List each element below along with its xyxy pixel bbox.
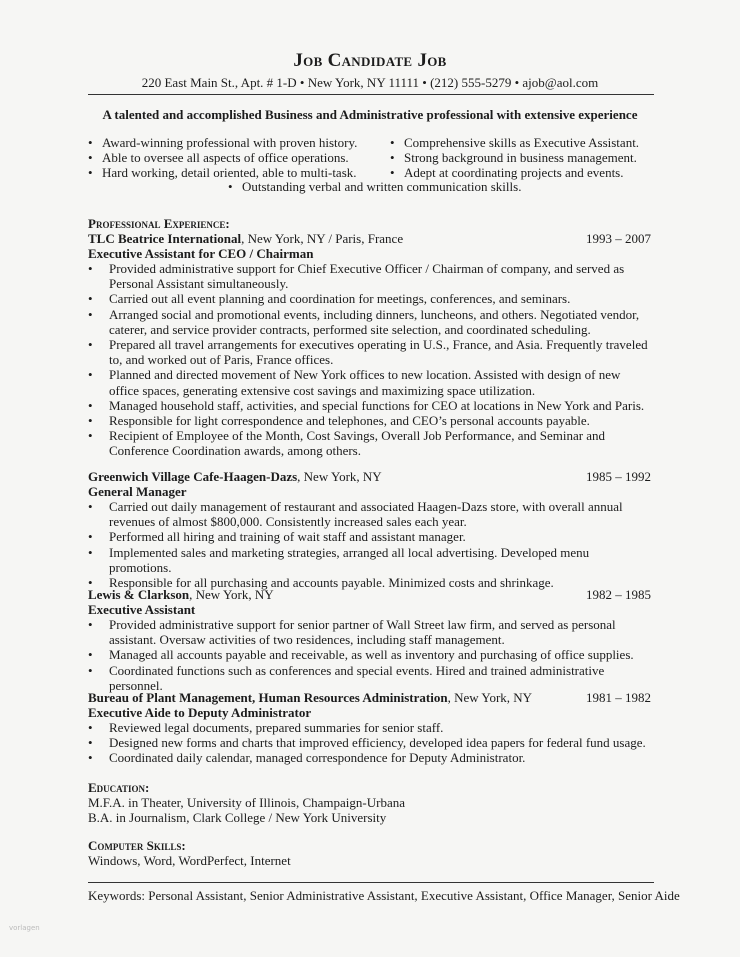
duty-item: • Coordinated functions such as conferences and special events. Hired and trained administrative personnel.: [88, 663, 653, 693]
highlight-item: • Outstanding verbal and written communication skills.: [228, 179, 522, 194]
job-years: 1993 – 2007: [586, 231, 651, 246]
education-heading: Education:: [88, 780, 150, 795]
job-duties: [88, 499, 653, 590]
duty-item: • Implemented sales and marketing strategies, arranged all local advertising. Developed menu promotions.: [88, 545, 653, 575]
duty-item: • Designed new forms and charts that improved efficiency, developed idea papers for federal fund usage.: [88, 735, 653, 750]
duty-item: • Coordinated daily calendar, managed correspondence for Deputy Administrator.: [88, 750, 653, 765]
duty-item: • Responsible for all purchasing and accounts payable. Minimized costs and shrinkage.: [88, 575, 653, 590]
education-line: B.A. in Journalism, Clark College / New York University: [88, 810, 387, 825]
duty-item: • Recipient of Employee of the Month, Cost Savings, Overall Job Performance, and Seminar and Conference Coordination awards, among others.: [88, 428, 653, 458]
skills-heading: Computer Skills:: [88, 838, 186, 853]
duty-item: • Managed all accounts payable and receivable, as well as inventory and purchasing of office supplies.: [88, 647, 653, 662]
candidate-name: Job Candidate Job: [293, 50, 447, 71]
duty-item: • Provided administrative support for senior partner of Wall Street law firm, and served as personal assistant. Oversaw activities of two residences, including staff management.: [88, 617, 653, 647]
duty-item: • Carried out all event planning and coordination for meetings, conferences, and seminars.: [88, 291, 653, 306]
duty-item: • Planned and directed movement of New York offices to new location. Assisted with design of new office spaces, generating extensive cost savings and maximizing space utilization.: [88, 367, 653, 397]
education-line: M.F.A. in Theater, University of Illinois, Champaign-Urbana: [88, 795, 406, 810]
highlight-item: • Adept at coordinating projects and events.: [390, 165, 624, 180]
job-years: 1985 – 1992: [586, 469, 651, 484]
job-title: Executive Assistant: [88, 602, 196, 617]
skills-text: Windows, Word, WordPerfect, Internet: [88, 853, 291, 868]
job-title: Executive Aide to Deputy Administrator: [88, 705, 312, 720]
watermark: vorlagen: [9, 924, 40, 932]
employer-line: Greenwich Village Cafe-Haagen-Dazs, New York, NY: [88, 469, 382, 484]
duty-item: • Prepared all travel arrangements for executives operating in U.S., France, and Asia. Frequently traveled to, and worked out of Paris, France offices.: [88, 337, 653, 367]
job-duties: [88, 261, 653, 459]
job-duties: [88, 720, 653, 766]
duty-item: • Managed household staff, activities, and special functions for CEO at locations in New York and Paris.: [88, 398, 653, 413]
highlight-item: • Able to oversee all aspects of office operations.: [88, 150, 349, 165]
experience-heading: Professional Experience:: [88, 216, 230, 231]
contact-info: 220 East Main St., Apt. # 1-D • New York, NY 11111 • (212) 555-5279 • ajob@aol.com: [141, 75, 599, 90]
job-duties: [88, 617, 653, 693]
duty-item: • Responsible for light correspondence and telephones, and CEO’s personal accounts payable.: [88, 413, 653, 428]
highlight-item: • Hard working, detail oriented, able to multi-task.: [88, 165, 357, 180]
highlight-item: • Strong background in business management.: [390, 150, 637, 165]
summary-tagline: A talented and accomplished Business and Administrative professional with extensive experience: [102, 107, 638, 122]
keywords-divider: [88, 882, 654, 883]
duty-item: • Arranged social and promotional events, including dinners, luncheons, and others. Negotiated vendor, caterer, and service provider contracts, performed site selection, and coordinated scheduling.: [88, 307, 653, 337]
keywords-line: Keywords: Personal Assistant, Senior Administrative Assistant, Executive Assistant, Office Manager, Senior Aide: [88, 888, 680, 903]
highlight-item: • Comprehensive skills as Executive Assistant.: [390, 135, 640, 150]
job-title: Executive Assistant for CEO / Chairman: [88, 246, 314, 261]
duty-item: • Performed all hiring and training of wait staff and assistant manager.: [88, 529, 653, 544]
duty-item: • Provided administrative support for Chief Executive Officer / Chairman of company, and served as Personal Assistant simultaneously.: [88, 261, 653, 291]
duty-item: • Reviewed legal documents, prepared summaries for senior staff.: [88, 720, 653, 735]
employer-line: Bureau of Plant Management, Human Resources Administration, New York, NY: [88, 690, 533, 705]
employer-line: TLC Beatrice International, New York, NY / Paris, France: [88, 231, 404, 246]
duty-item: • Carried out daily management of restaurant and associated Haagen-Dazs store, with overall annual revenues of almost $800,000. Consistently increased sales each year.: [88, 499, 653, 529]
job-years: 1981 – 1982: [586, 690, 651, 705]
job-years: 1982 – 1985: [586, 587, 651, 602]
header-divider: [88, 94, 654, 95]
job-title: General Manager: [88, 484, 187, 499]
highlight-item: • Award-winning professional with proven history.: [88, 135, 358, 150]
employer-line: Lewis & Clarkson, New York, NY: [88, 587, 274, 602]
